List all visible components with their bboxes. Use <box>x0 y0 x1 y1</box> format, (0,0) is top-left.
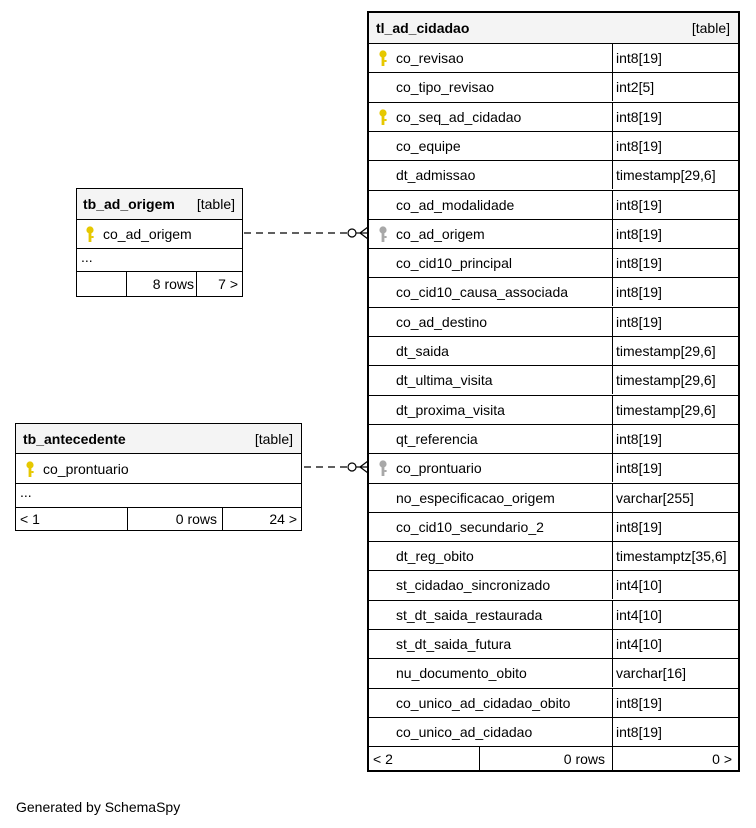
table-kind: [table] <box>196 196 235 212</box>
column-type: int8[19] <box>616 109 662 125</box>
primary-key-icon <box>85 225 95 243</box>
column-type: int8[19] <box>616 519 662 535</box>
column-type: int8[19] <box>616 431 662 447</box>
column-type: int8[19] <box>616 284 662 300</box>
column-row[interactable] <box>16 454 301 483</box>
column-type: int4[10] <box>616 636 662 652</box>
footer-rows: 0 rows <box>563 751 605 767</box>
column-type: timestamp[29,6] <box>616 167 716 183</box>
table-name: tb_ad_origem <box>83 196 175 212</box>
foreign-key-icon <box>378 459 388 477</box>
foreign-key-icon <box>378 225 388 243</box>
column-name: co_ad_modalidade <box>396 197 515 213</box>
footer-children[interactable]: 7 > <box>218 276 238 292</box>
column-name: co_unico_ad_cidadao <box>396 724 533 740</box>
column-name: dt_reg_obito <box>396 548 474 564</box>
ellipsis-row <box>77 249 242 271</box>
column-row[interactable] <box>369 689 738 717</box>
column-row[interactable] <box>369 571 738 599</box>
column-row[interactable] <box>369 161 738 189</box>
footer-rows: 8 rows <box>152 276 194 292</box>
column-type: int8[19] <box>616 226 662 242</box>
ellipsis-text: ... <box>20 484 32 500</box>
column-row[interactable] <box>369 278 738 306</box>
table-kind: [table] <box>691 20 730 36</box>
column-type: int2[5] <box>616 79 655 95</box>
column-type: timestamptz[35,6] <box>616 548 727 564</box>
footer-parents[interactable]: < 2 <box>373 751 393 767</box>
table-header[interactable] <box>369 13 738 43</box>
column-row[interactable] <box>77 220 242 248</box>
column-name: co_cid10_secundario_2 <box>396 519 544 535</box>
column-row[interactable] <box>369 425 738 453</box>
primary-key-icon <box>378 108 388 126</box>
column-type: int8[19] <box>616 197 662 213</box>
ellipsis-text: ... <box>81 249 93 265</box>
column-name: co_cid10_principal <box>396 255 512 271</box>
column-type: int4[10] <box>616 577 662 593</box>
column-row[interactable] <box>369 513 738 541</box>
column-type: timestamp[29,6] <box>616 402 716 418</box>
column-name: co_seq_ad_cidadao <box>396 109 522 125</box>
ellipsis-row <box>16 484 301 507</box>
table-header[interactable] <box>77 189 242 219</box>
column-type: int8[19] <box>616 255 662 271</box>
column-row[interactable] <box>369 718 738 746</box>
column-type: varchar[16] <box>616 665 687 681</box>
column-row[interactable] <box>369 630 738 658</box>
table-tl-ad-cidadao[interactable] <box>367 11 740 772</box>
column-name: co_cid10_causa_associada <box>396 284 569 300</box>
column-type: int8[19] <box>616 724 662 740</box>
column-type: int8[19] <box>616 138 662 154</box>
column-row[interactable] <box>369 542 738 570</box>
column-type: int8[19] <box>616 50 662 66</box>
column-name: co_tipo_revisao <box>396 79 495 95</box>
column-name: nu_documento_obito <box>396 665 527 681</box>
table-name: tb_antecedente <box>23 430 126 447</box>
column-row[interactable] <box>369 249 738 277</box>
column-row[interactable] <box>369 601 738 629</box>
footer-children[interactable]: 0 > <box>712 751 732 767</box>
column-type: int8[19] <box>616 460 662 476</box>
column-row[interactable] <box>369 191 738 219</box>
column-name: co_ad_origem <box>396 226 485 242</box>
column-row[interactable] <box>369 659 738 687</box>
column-type: int8[19] <box>616 695 662 711</box>
column-row[interactable] <box>369 484 738 512</box>
column-type: int8[19] <box>616 314 662 330</box>
column-row[interactable] <box>369 220 738 248</box>
column-row[interactable] <box>369 103 738 131</box>
column-row[interactable] <box>369 132 738 160</box>
column-type: int4[10] <box>616 607 662 623</box>
table-footer <box>77 272 242 296</box>
column-row[interactable] <box>369 396 738 424</box>
column-name: co_prontuario <box>396 460 482 476</box>
column-name: no_especificacao_origem <box>396 490 555 506</box>
column-name: dt_saida <box>396 343 449 359</box>
column-row[interactable] <box>369 366 738 394</box>
column-type: timestamp[29,6] <box>616 343 716 359</box>
relationship-origem-to-cidadao <box>244 227 368 239</box>
column-row[interactable] <box>369 454 738 482</box>
column-type: timestamp[29,6] <box>616 372 716 388</box>
primary-key-icon <box>378 49 388 67</box>
column-name: co_unico_ad_cidadao_obito <box>396 695 571 711</box>
column-type: varchar[255] <box>616 490 694 506</box>
column-name: co_ad_origem <box>103 226 192 242</box>
footer-parents[interactable]: < 1 <box>20 511 40 527</box>
column-row[interactable] <box>369 308 738 336</box>
table-name: tl_ad_cidadao <box>376 20 470 36</box>
table-footer <box>16 508 301 530</box>
column-row[interactable] <box>369 73 738 101</box>
column-name: co_prontuario <box>43 460 129 477</box>
table-header[interactable] <box>16 424 301 453</box>
column-row[interactable] <box>369 337 738 365</box>
column-name: dt_ultima_visita <box>396 372 493 388</box>
column-name: st_cidadao_sincronizado <box>396 577 551 593</box>
footer-rows: 0 rows <box>175 511 217 527</box>
table-tb-ad-origem[interactable] <box>76 188 243 297</box>
relationship-antecedente-to-cidadao <box>304 461 368 473</box>
column-name: co_revisao <box>396 50 464 66</box>
column-name: co_ad_destino <box>396 314 488 330</box>
table-footer <box>369 747 738 771</box>
column-name: co_equipe <box>396 138 461 154</box>
table-kind: [table] <box>254 430 293 447</box>
generated-by-footer: Generated by SchemaSpy <box>16 799 181 815</box>
column-row[interactable] <box>369 44 738 72</box>
column-name: st_dt_saida_restaurada <box>396 607 543 623</box>
primary-key-icon <box>25 460 35 478</box>
footer-children[interactable]: 24 > <box>269 511 297 527</box>
table-tb-antecedente[interactable] <box>15 423 302 531</box>
column-name: qt_referencia <box>396 431 478 447</box>
column-name: st_dt_saida_futura <box>396 636 512 652</box>
column-name: dt_admissao <box>396 167 476 183</box>
column-name: dt_proxima_visita <box>396 402 505 418</box>
